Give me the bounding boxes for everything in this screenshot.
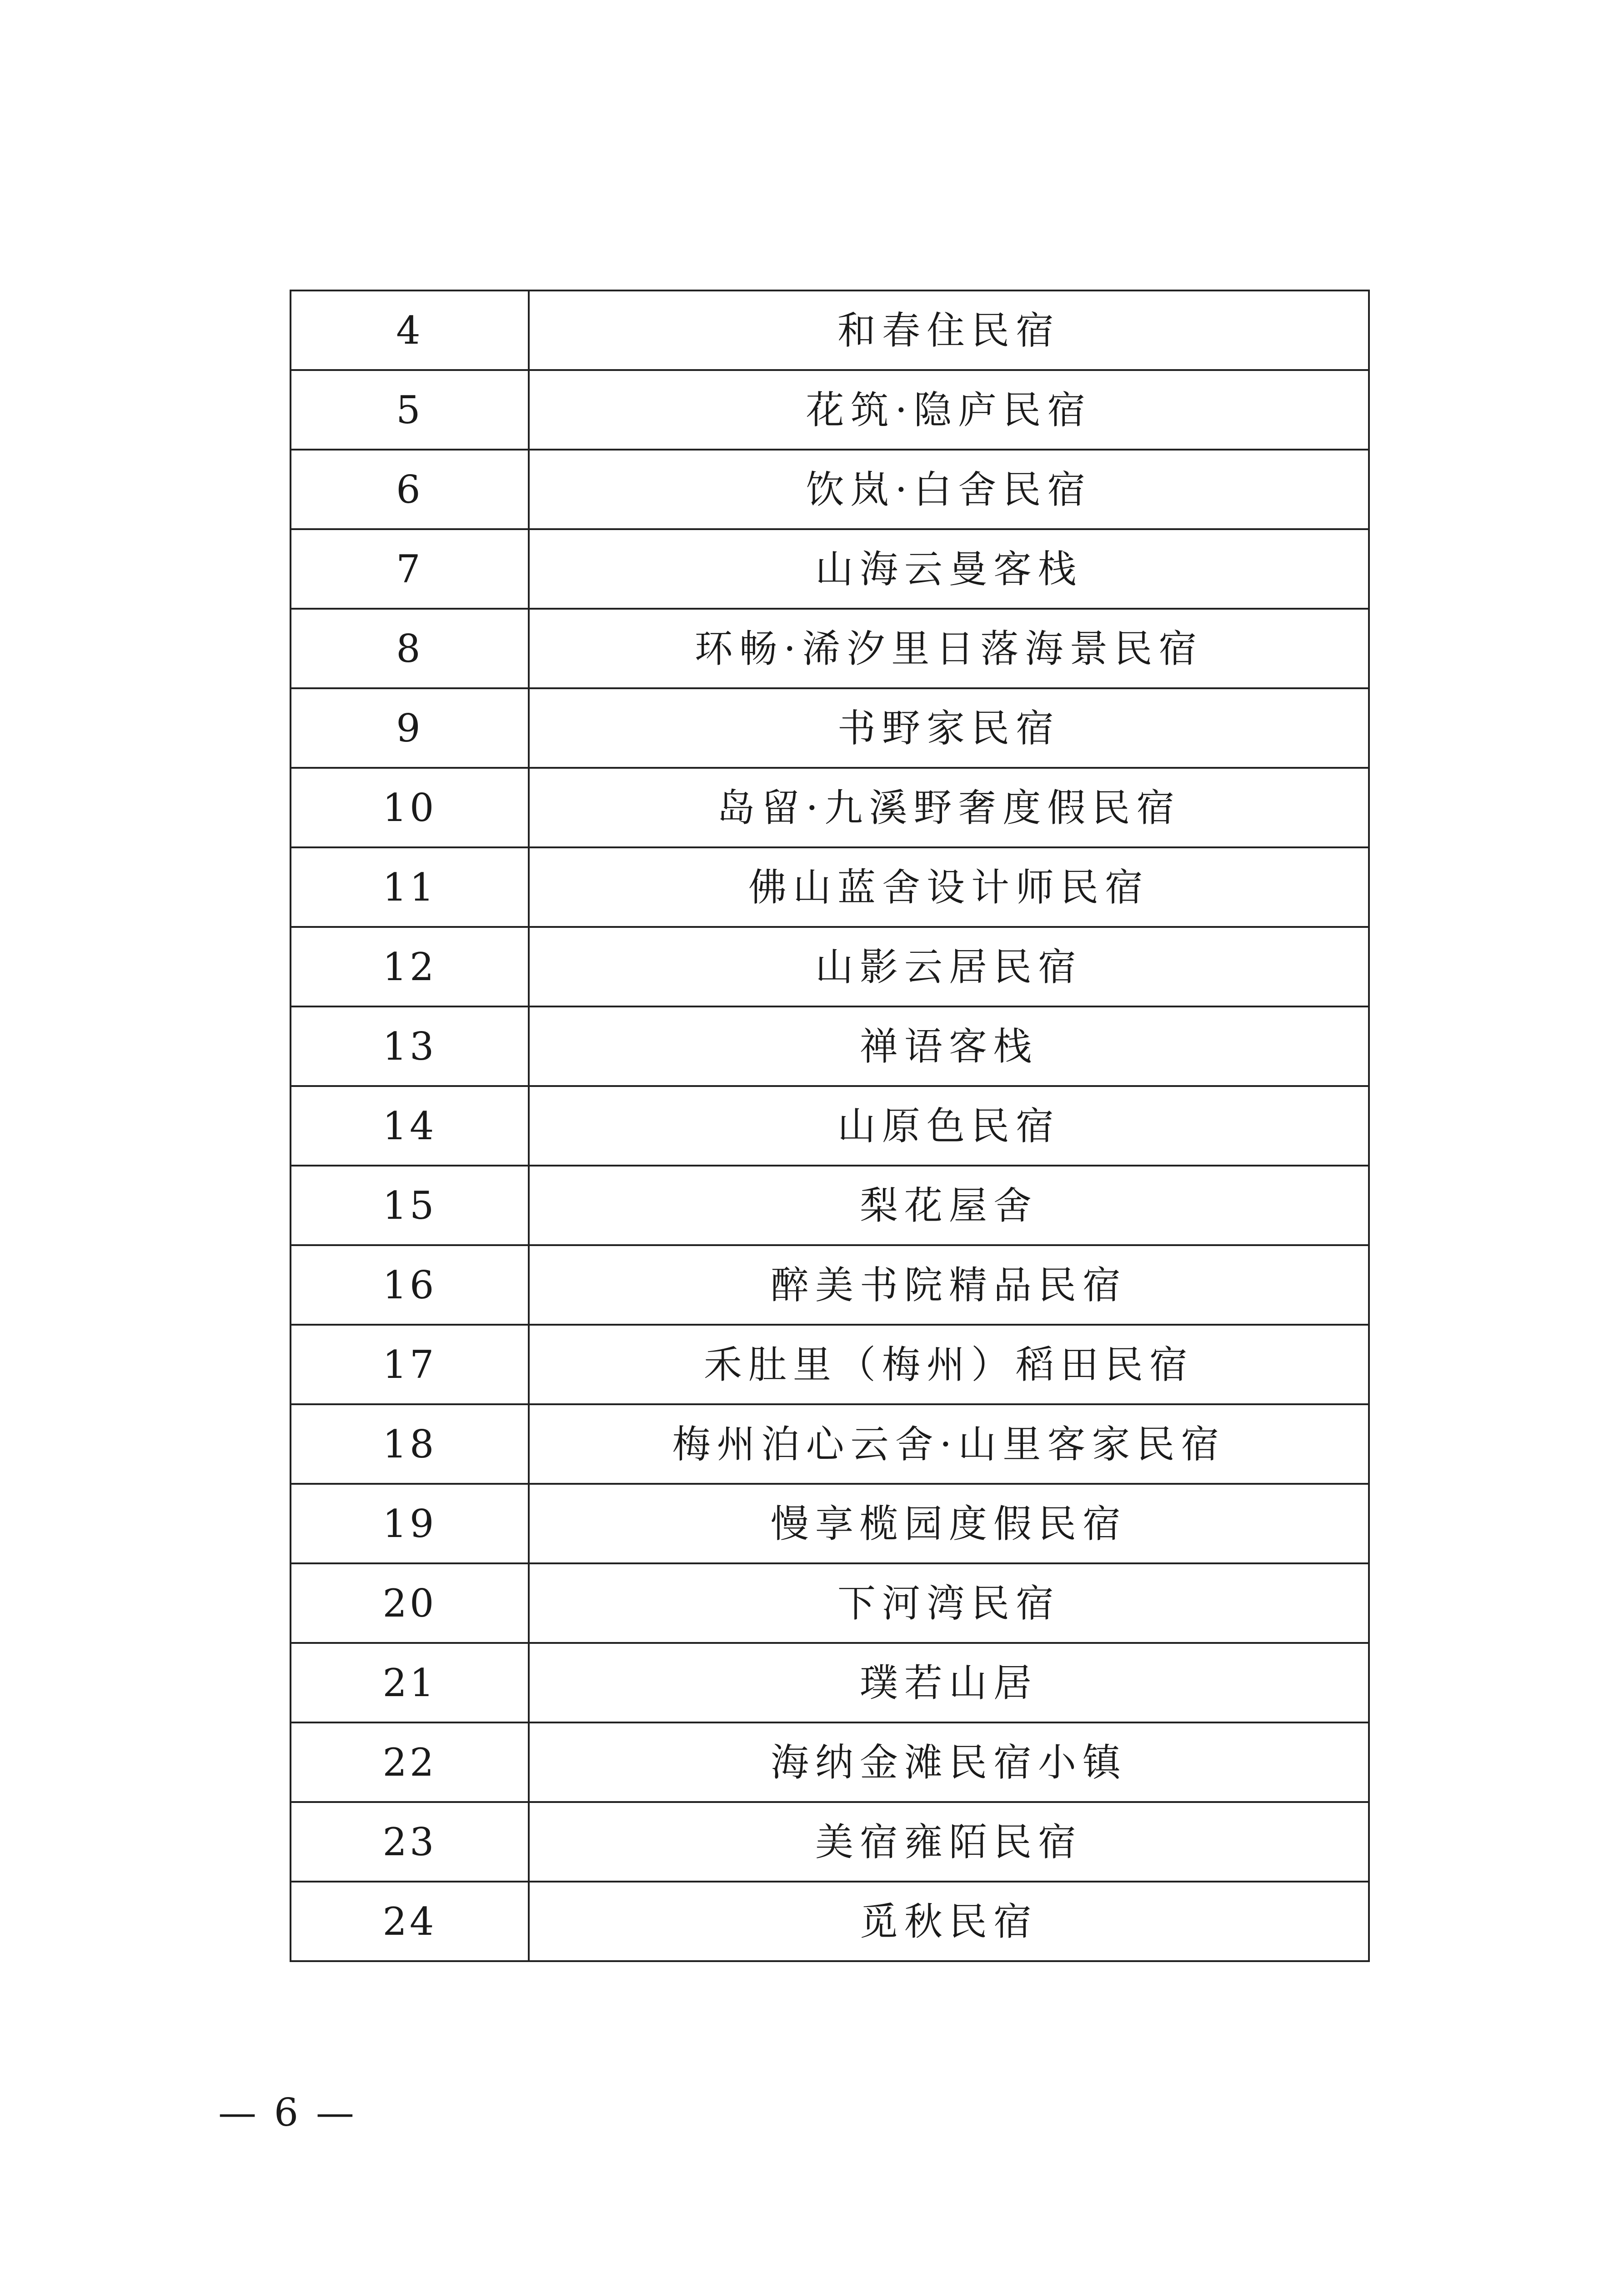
homestay-name-cell: 山原色民宿 <box>529 1086 1369 1166</box>
table-row <box>291 847 1369 927</box>
homestay-name-cell: 觅秋民宿 <box>529 1882 1369 1961</box>
table-row <box>291 1166 1369 1245</box>
row-number-cell: 21 <box>291 1643 529 1722</box>
table-row <box>291 1722 1369 1802</box>
homestay-name-cell: 山影云居民宿 <box>529 927 1369 1006</box>
homestay-name-cell: 禅语客栈 <box>529 1006 1369 1086</box>
row-number-cell: 20 <box>291 1563 529 1643</box>
table-row <box>291 609 1369 688</box>
homestay-name-cell: 岛留·九溪野奢度假民宿 <box>529 768 1369 847</box>
table-row <box>291 768 1369 847</box>
table-row <box>291 1006 1369 1086</box>
homestay-name-cell: 醉美书院精品民宿 <box>529 1245 1369 1325</box>
row-number-cell: 23 <box>291 1802 529 1882</box>
homestay-name-cell: 书野家民宿 <box>529 688 1369 768</box>
homestay-name-cell: 和春住民宿 <box>529 290 1369 370</box>
homestay-name-cell: 美宿雍陌民宿 <box>529 1802 1369 1882</box>
table-row <box>291 1643 1369 1722</box>
row-number-cell: 17 <box>291 1325 529 1404</box>
row-number-cell: 9 <box>291 688 529 768</box>
homestay-name-cell: 慢享榄园度假民宿 <box>529 1484 1369 1563</box>
row-number-cell: 13 <box>291 1006 529 1086</box>
row-number-cell: 10 <box>291 768 529 847</box>
homestay-name-cell: 禾肚里（梅州）稻田民宿 <box>529 1325 1369 1404</box>
table-row <box>291 450 1369 529</box>
table-row <box>291 1086 1369 1166</box>
table-row <box>291 1404 1369 1484</box>
row-number-cell: 12 <box>291 927 529 1006</box>
table-row <box>291 1802 1369 1882</box>
table-body <box>291 290 1369 1961</box>
table-row <box>291 927 1369 1006</box>
row-number-cell: 16 <box>291 1245 529 1325</box>
row-number-cell: 8 <box>291 609 529 688</box>
homestay-name-cell: 山海云曼客栈 <box>529 529 1369 609</box>
table-row <box>291 370 1369 450</box>
row-number-cell: 6 <box>291 450 529 529</box>
table-row <box>291 1484 1369 1563</box>
page-number: — 6 — <box>218 2090 357 2135</box>
row-number-cell: 4 <box>291 290 529 370</box>
table-row <box>291 1882 1369 1961</box>
table-row <box>291 1245 1369 1325</box>
table-row <box>291 529 1369 609</box>
homestay-name-cell: 环畅·浠汐里日落海景民宿 <box>529 609 1369 688</box>
row-number-cell: 5 <box>291 370 529 450</box>
table-row <box>291 688 1369 768</box>
row-number-cell: 7 <box>291 529 529 609</box>
row-number-cell: 22 <box>291 1722 529 1802</box>
table-row <box>291 290 1369 370</box>
homestay-name-cell: 下河湾民宿 <box>529 1563 1369 1643</box>
row-number-cell: 19 <box>291 1484 529 1563</box>
row-number-cell: 15 <box>291 1166 529 1245</box>
homestay-name-cell: 梅州泊心云舍·山里客家民宿 <box>529 1404 1369 1484</box>
homestay-name-cell: 佛山蓝舍设计师民宿 <box>529 847 1369 927</box>
table-row <box>291 1325 1369 1404</box>
table-row <box>291 1563 1369 1643</box>
homestay-name-cell: 梨花屋舍 <box>529 1166 1369 1245</box>
homestay-name-cell: 饮岚·白舍民宿 <box>529 450 1369 529</box>
homestay-name-cell: 璞若山居 <box>529 1643 1369 1722</box>
row-number-cell: 11 <box>291 847 529 927</box>
homestay-name-cell: 花筑·隐庐民宿 <box>529 370 1369 450</box>
row-number-cell: 24 <box>291 1882 529 1961</box>
row-number-cell: 14 <box>291 1086 529 1166</box>
homestay-name-cell: 海纳金滩民宿小镇 <box>529 1722 1369 1802</box>
homestay-list-table <box>290 290 1370 1962</box>
row-number-cell: 18 <box>291 1404 529 1484</box>
